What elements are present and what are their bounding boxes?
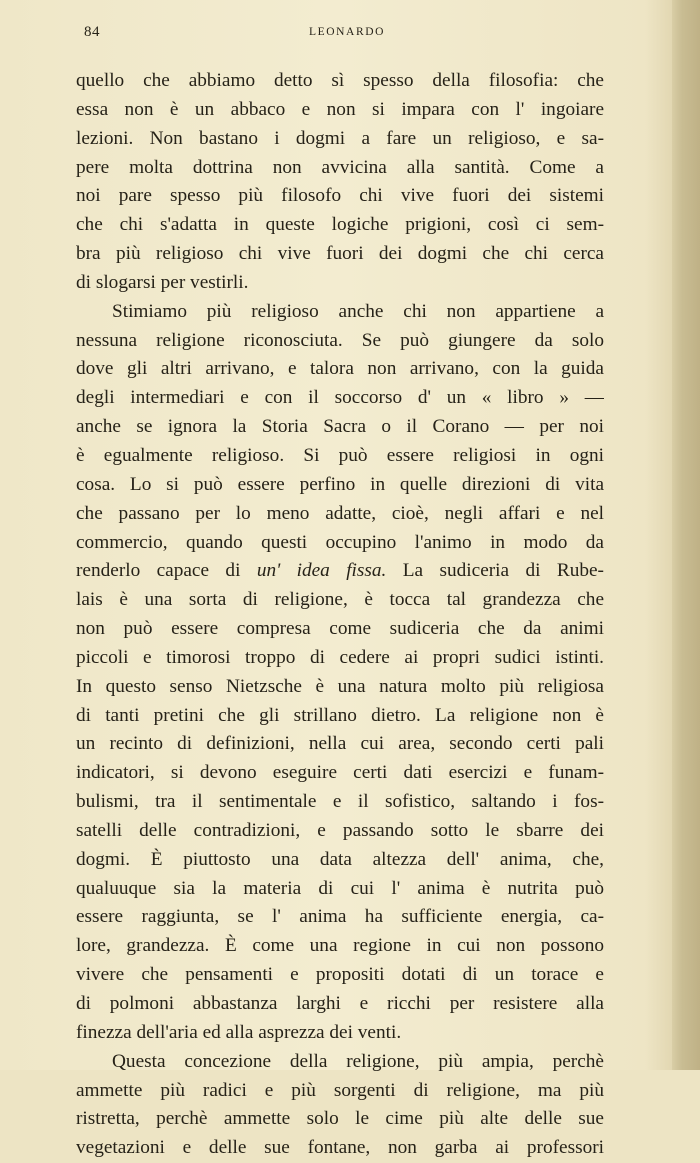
body-text (76, 67, 604, 1163)
text-line: bulismi, tra il sentimentale e il sofistico, saltando i fos- (76, 791, 604, 813)
paragraph-end-line: di slogarsi per vestirli. (76, 271, 249, 293)
text-line: nessuna religione riconosciuta. Se può giungere da solo (76, 329, 604, 351)
text-line: vegetazioni e delle sue fontane, non garba ai professori (76, 1137, 604, 1159)
text-line: piccoli e timorosi troppo di cedere ai propri sudici istinti. (76, 646, 604, 668)
text-line: ristretta, perchè ammette solo le cime più alte delle sue (76, 1108, 604, 1130)
italic-phrase: un' idea fissa. (256, 560, 387, 582)
text-line: che passano per lo meno adatte, cioè, negli affari e nel (76, 502, 604, 524)
paragraph-end-line: finezza dell'aria ed alla asprezza dei venti. (76, 1021, 402, 1043)
text-line: cosa. Lo si può essere perfino in quelle direzioni di vita (76, 473, 604, 495)
text-line: lais è una sorta di religione, è tocca tal grandezza che (76, 589, 604, 611)
text-line: degli intermediari e con il soccorso d' un « libro » — (76, 387, 604, 409)
text-line: anche se ignora la Storia Sacra o il Corano — per noi (76, 416, 604, 438)
page-edge-shadow (672, 0, 700, 1070)
running-head: LEONARDO (309, 26, 386, 38)
text-line: ammette più radici e più sorgenti di religione, ma più (76, 1079, 604, 1101)
text-line: satelli delle contradizioni, e passando sotto le sbarre dei (76, 819, 604, 841)
text-line-with-italic (76, 557, 604, 586)
paragraph-start-line: Stimiamo più religioso anche chi non appartiene a (112, 300, 604, 322)
text-line: In questo senso Nietzsche è una natura molto più religiosa (76, 675, 604, 697)
text-line: essa non è un abbaco e non si impara con l' ingoiare (76, 98, 604, 120)
text-segment: La sudiceria di Rube- (402, 560, 604, 582)
text-line: lezioni. Non bastano i dogmi a fare un religioso, e sa- (76, 127, 604, 149)
text-line: lore, grandezza. È come una regione in cui non possono (76, 935, 604, 957)
text-line: che chi s'adatta in queste logiche prigioni, così ci sem- (76, 214, 604, 236)
text-line: qualuuque sia la materia di cui l' anima è nutrita può (76, 877, 604, 899)
text-line: commercio, quando questi occupino l'animo in modo da (76, 531, 604, 553)
page-header (84, 24, 604, 46)
text-line: essere raggiunta, se l' anima ha sufficiente energia, ca- (76, 906, 604, 928)
page-number: 84 (84, 24, 100, 40)
text-line: vivere che pensamenti e propositi dotati di un torace e (76, 964, 604, 986)
text-line: pere molta dottrina non avvicina alla santità. Come a (76, 156, 604, 178)
text-line: non può essere compresa come sudiceria che da animi (76, 618, 604, 640)
text-line: bra più religioso chi vive fuori dei dogmi che chi cerca (76, 243, 604, 265)
text-line: noi pare spesso più filosofo chi vive fuori dei sistemi (76, 185, 604, 207)
paragraph-start-line: Questa concezione della religione, più ampia, perchè (112, 1050, 604, 1072)
text-line: quello che abbiamo detto sì spesso della filosofia: che (76, 70, 604, 91)
text-line: indicatori, si devono eseguire certi dati esercizi e funam- (76, 762, 604, 784)
text-line: è egualmente religioso. Si può essere religiosi in ogni (76, 444, 604, 466)
text-segment: renderlo capace di (76, 560, 241, 582)
text-line: di tanti pretini che gli strillano dietro. La religione non è (76, 704, 604, 726)
text-line: dove gli altri arrivano, e talora non arrivano, con la guida (76, 358, 604, 380)
text-line: un recinto di definizioni, nella cui area, secondo certi pali (76, 733, 604, 755)
text-line: di polmoni abbastanza larghi e ricchi per resistere alla (76, 993, 604, 1014)
text-line: dogmi. È piuttosto una data altezza dell' anima, che, (76, 848, 604, 870)
